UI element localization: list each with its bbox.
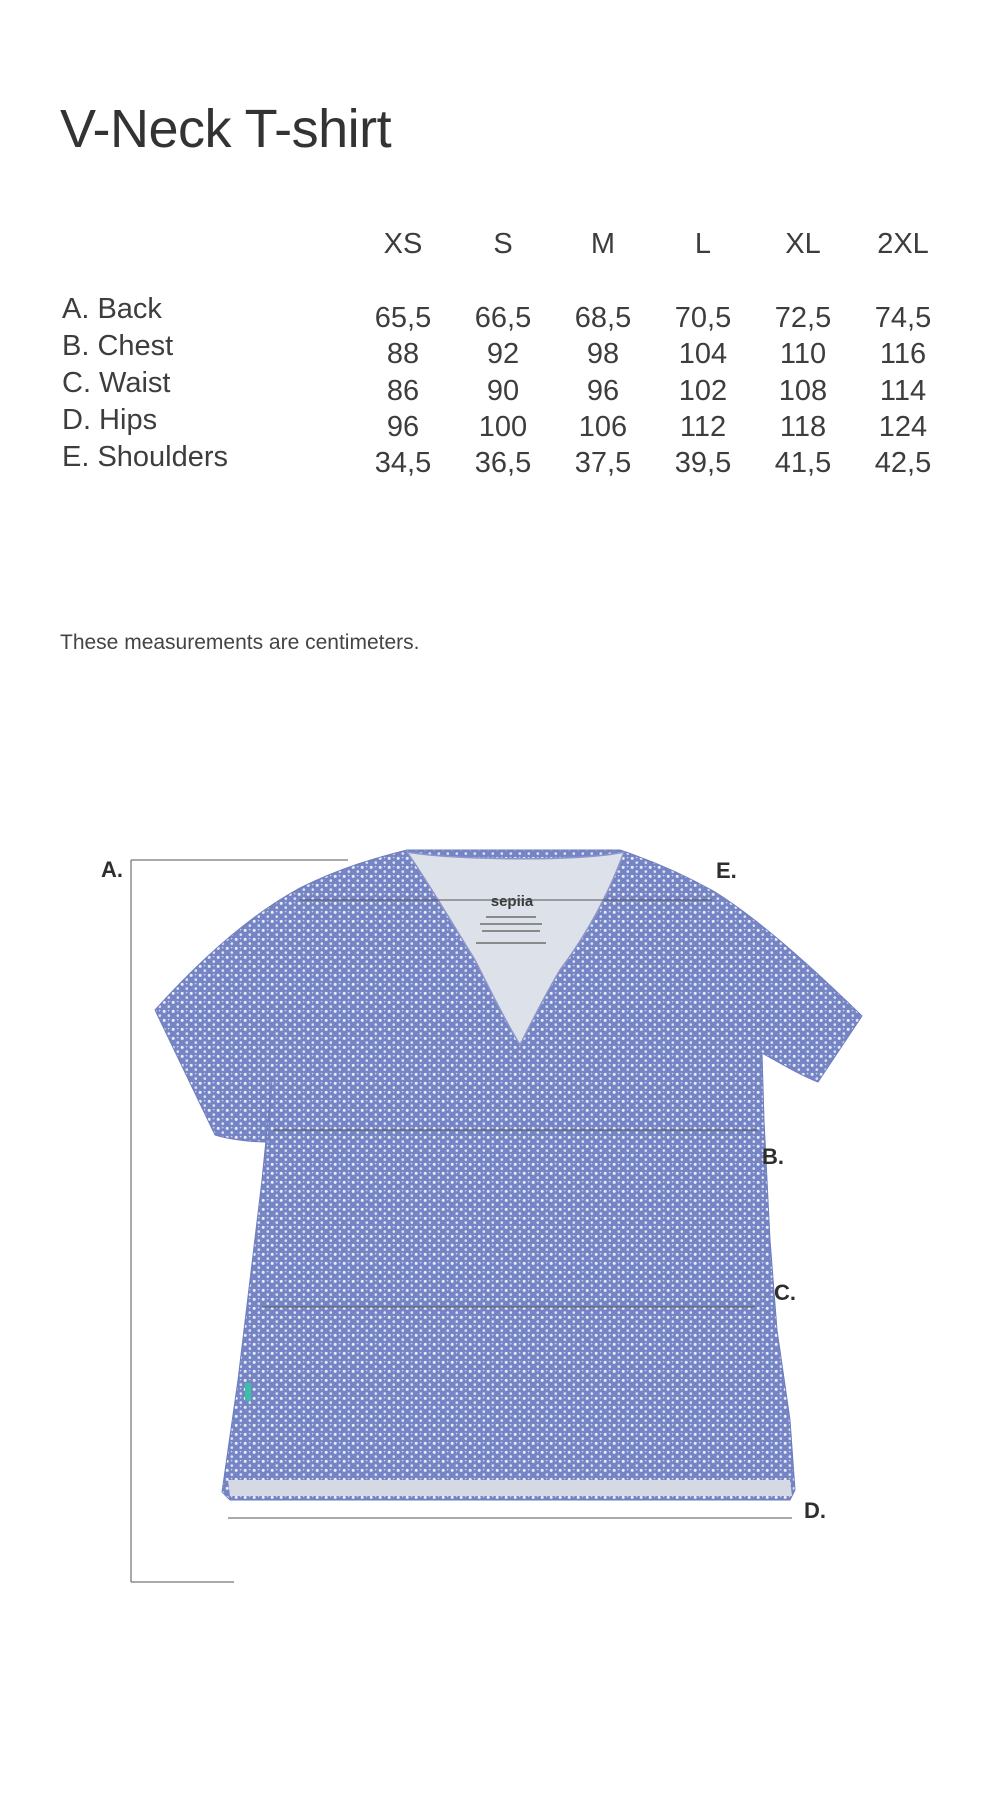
table-cell: 96 [386,411,420,443]
table-cell: 37,5 [574,447,632,479]
size-header-m: M [590,228,616,260]
table-cell: 124 [878,411,928,443]
table-cell: 39,5 [674,447,732,479]
table-cell: 118 [779,411,827,443]
table-cell: 42,5 [874,447,932,479]
row-label-hips: D. Hips [62,404,158,436]
table-cell: 96 [586,375,620,407]
size-header-s: S [493,228,513,260]
table-cell: 86 [386,375,420,407]
table-cell: 100 [478,411,528,443]
table-cell: 110 [779,338,827,370]
label-b: B. [762,1144,784,1169]
size-header-xs: XS [383,228,423,260]
row-label-back: A. Back [62,293,162,325]
size-header-2xl: 2XL [877,228,929,260]
table-cell: 66,5 [474,302,532,334]
table-cell: 102 [678,375,728,407]
brand-logo: sepiia [490,893,534,910]
measurement-diagram [0,820,1000,1620]
table-cell: 114 [879,375,927,407]
label-d: D. [804,1498,826,1523]
size-header-xl: XL [785,228,821,260]
hem-underside [228,1480,792,1496]
row-label-chest: B. Chest [62,330,174,362]
table-cell: 108 [778,375,828,407]
row-label-waist: C. Waist [62,367,171,399]
side-tag [245,1383,251,1401]
table-cell: 65,5 [374,302,432,334]
units-note: These measurements are centimeters. [60,631,420,654]
table-cell: 92 [486,338,520,370]
table-cell: 74,5 [874,302,932,334]
table-cell: 106 [578,411,628,443]
table-cell: 36,5 [474,447,532,479]
table-cell: 68,5 [574,302,632,334]
label-c: C. [774,1280,796,1305]
table-cell: 116 [879,338,927,370]
table-cell: 112 [679,411,727,443]
row-label-shoulders: E. Shoulders [62,441,229,473]
page-title: V-Neck T-shirt [60,99,392,159]
label-a: A. [101,857,123,882]
table-cell: 98 [586,338,620,370]
table-cell: 34,5 [374,447,432,479]
table-cell: 70,5 [674,302,732,334]
table-cell: 104 [678,338,728,370]
table-cell: 41,5 [774,447,832,479]
size-header-l: L [694,228,712,260]
label-e: E. [716,858,737,883]
table-cell: 88 [386,338,420,370]
table-cell: 90 [486,375,520,407]
table-cell: 72,5 [774,302,832,334]
